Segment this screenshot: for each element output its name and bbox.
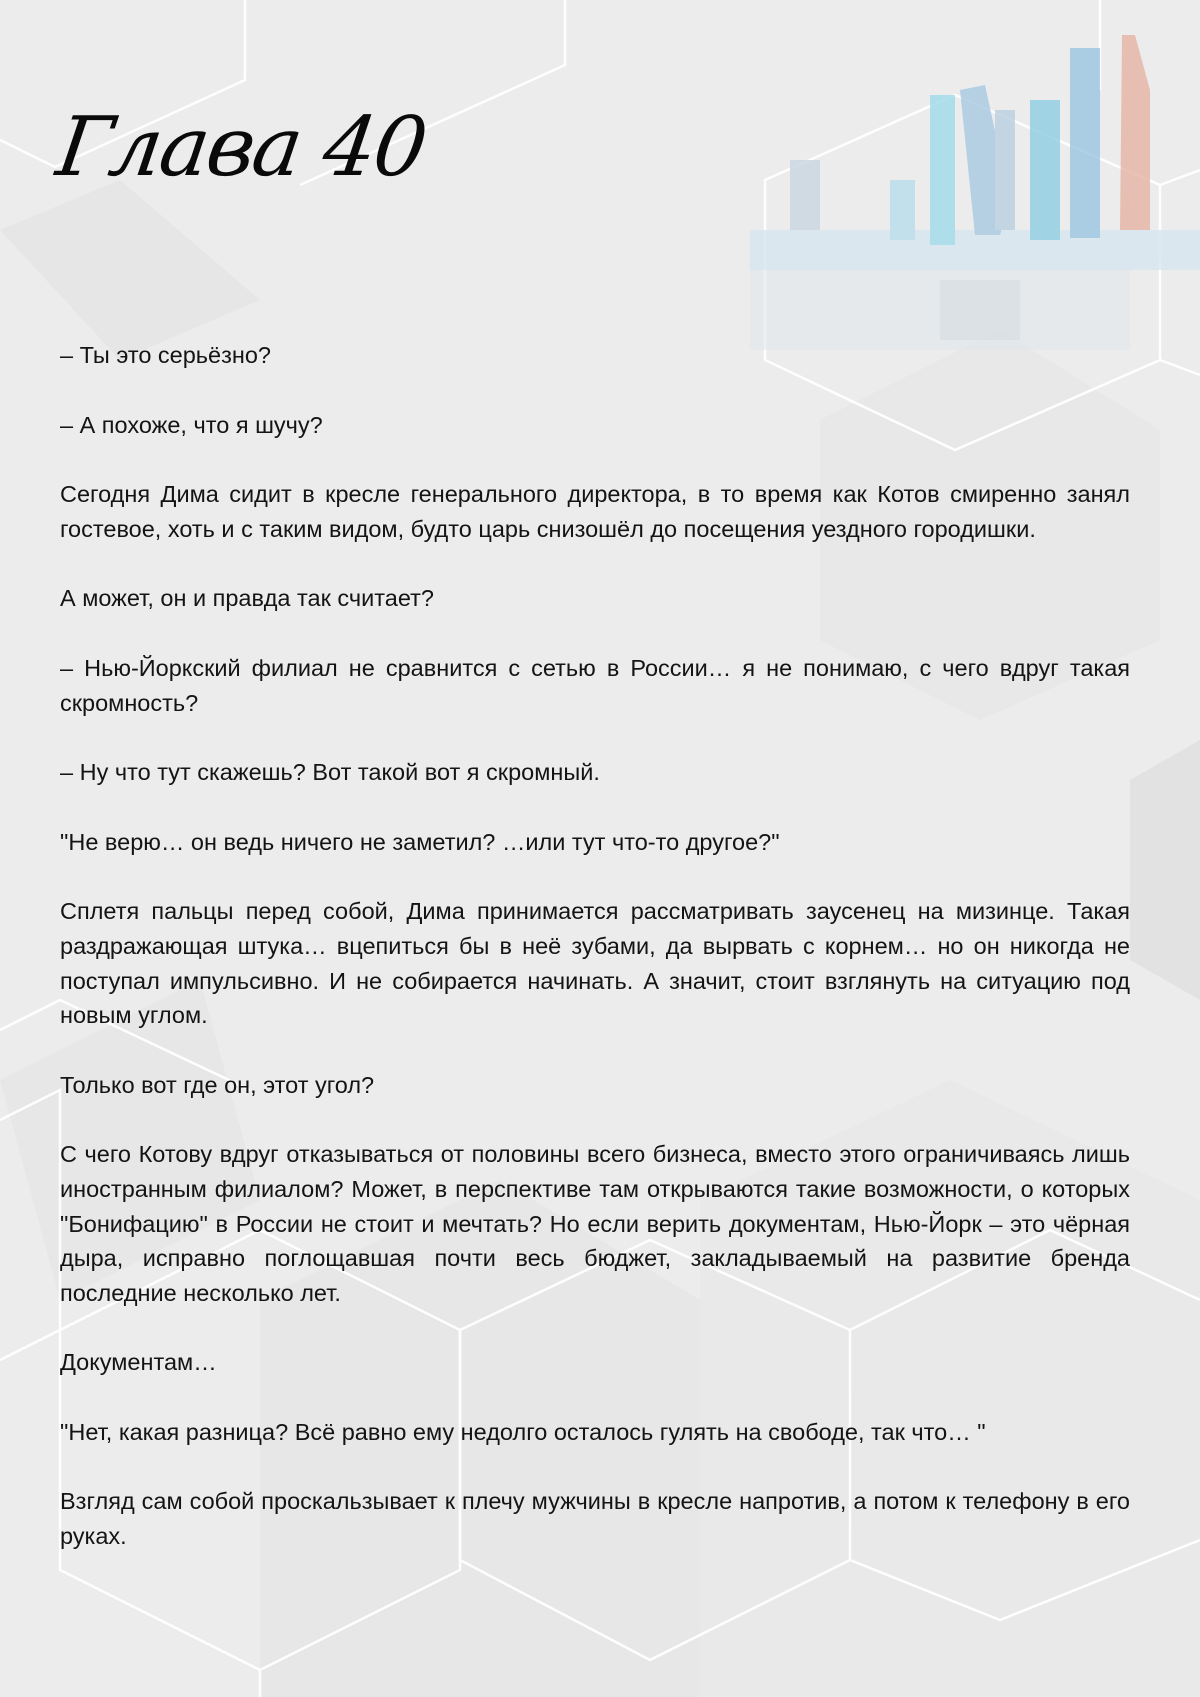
paragraph: – Нью-Йоркский филиал не сравнится с сетью в России… я не понимаю, с чего вдруг такая скромность? xyxy=(60,654,1130,716)
paragraph: – А похоже, что я шучу? xyxy=(60,411,323,438)
paragraph: "Нет, какая разница? Всё равно ему недолго осталось гулять на свободе, так что… " xyxy=(60,1418,986,1445)
paragraph: Только вот где он, этот угол? xyxy=(60,1071,375,1098)
chapter-title: Глава 40 xyxy=(51,100,432,195)
paragraph: Сплетя пальцы перед собой, Дима принимается рассматривать заусенец на мизинце. Такая раздражающая штука… вцепиться бы в неё зубами, да вырвать с корнем… но он никогда не поступал импульсивно. И не собирается начинать. А значит, стоит взглянуть на ситуацию под новым углом. xyxy=(60,898,1130,1029)
paragraph: – Ну что тут скажешь? Вот такой вот я скромный. xyxy=(60,759,600,786)
paragraph: С чего Котову вдруг отказываться от половины всего бизнеса, вместо этого ограничиваясь лишь иностранным филиалом? Может, в перспективе там открываются такие возможности, о которых "Бонифацию" в России не стоит и мечтать? Но если верить документам, Нью-Йорк – это чёрная дыра, исправно поглощавшая почти весь бюджет, закладываемый на развитие бренда последние несколько лет. xyxy=(60,1141,1130,1306)
paragraph: Сегодня Дима сидит в кресле генерального директора, в то время как Котов смиренно занял гостевое, хоть и с таким видом, будто царь снизошёл до посещения уездного городишки. xyxy=(60,481,1130,542)
chapter-body xyxy=(60,338,1130,1589)
paragraph: А может, он и правда так считает? xyxy=(60,585,434,612)
paragraph: Документам… xyxy=(60,1349,217,1376)
paragraph: "Не верю… он ведь ничего не заметил? …или тут что-то другое?" xyxy=(60,828,780,855)
paragraph: – Ты это серьёзно? xyxy=(60,342,272,368)
paragraph: Взгляд сам собой проскальзывает к плечу мужчины в кресле напротив, а потом к телефону в его руках. xyxy=(60,1488,1130,1550)
